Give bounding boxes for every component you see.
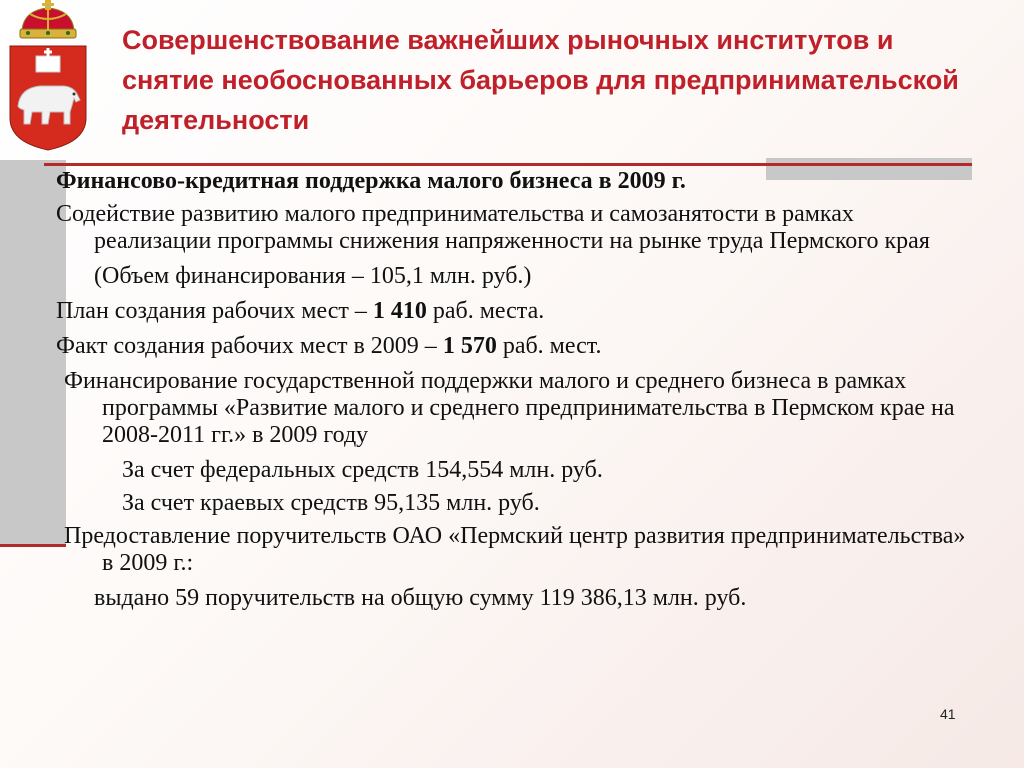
fact-suffix: раб. мест. <box>496 333 602 359</box>
program-paragraph: Содействие развитию малого предпринимательства и самозанятости в рамках реализации программы снижения напряженности на рынке труда Пермского края <box>56 201 930 254</box>
fact-prefix: Факт создания рабочих мест в 2009 – <box>56 333 443 359</box>
slide-content <box>56 166 976 620</box>
page-number: 41 <box>940 706 956 722</box>
section-heading: Финансово-кредитная поддержка малого бизнеса в 2009 г. <box>56 168 686 194</box>
funding-volume: (Объем финансирования – 105,1 млн. руб.) <box>94 263 532 289</box>
state-support-paragraph: Финансирование государственной поддержки малого и среднего бизнеса в рамках программы «Развитие малого и среднего предпринимательства в Пермском крае на 2008-2011 гг.» в 2009 году <box>64 368 955 448</box>
regional-funds: За счет краевых средств 95,135 млн. руб. <box>122 490 540 516</box>
slide-title: Совершенствование важнейших рыночных институтов и снятие необоснованных барьеров для предпринимательской деятельности <box>122 25 959 135</box>
guarantees-paragraph: Предоставление поручительств ОАО «Пермский центр развития предпринимательства» в 2009 г.: <box>64 523 966 576</box>
fact-value: 1 570 <box>442 333 497 359</box>
plan-prefix: План создания рабочих мест – <box>56 298 373 324</box>
plan-suffix: раб. места. <box>426 298 545 324</box>
guarantees-issued: выдано 59 поручительств на общую сумму 119 386,13 млн. руб. <box>94 585 747 611</box>
fact-line <box>56 333 976 360</box>
plan-value: 1 410 <box>372 298 427 324</box>
federal-funds: За счет федеральных средств 154,554 млн. руб. <box>122 457 603 483</box>
plan-line <box>56 298 976 325</box>
perm-krai-coat-of-arms-icon <box>0 0 96 152</box>
